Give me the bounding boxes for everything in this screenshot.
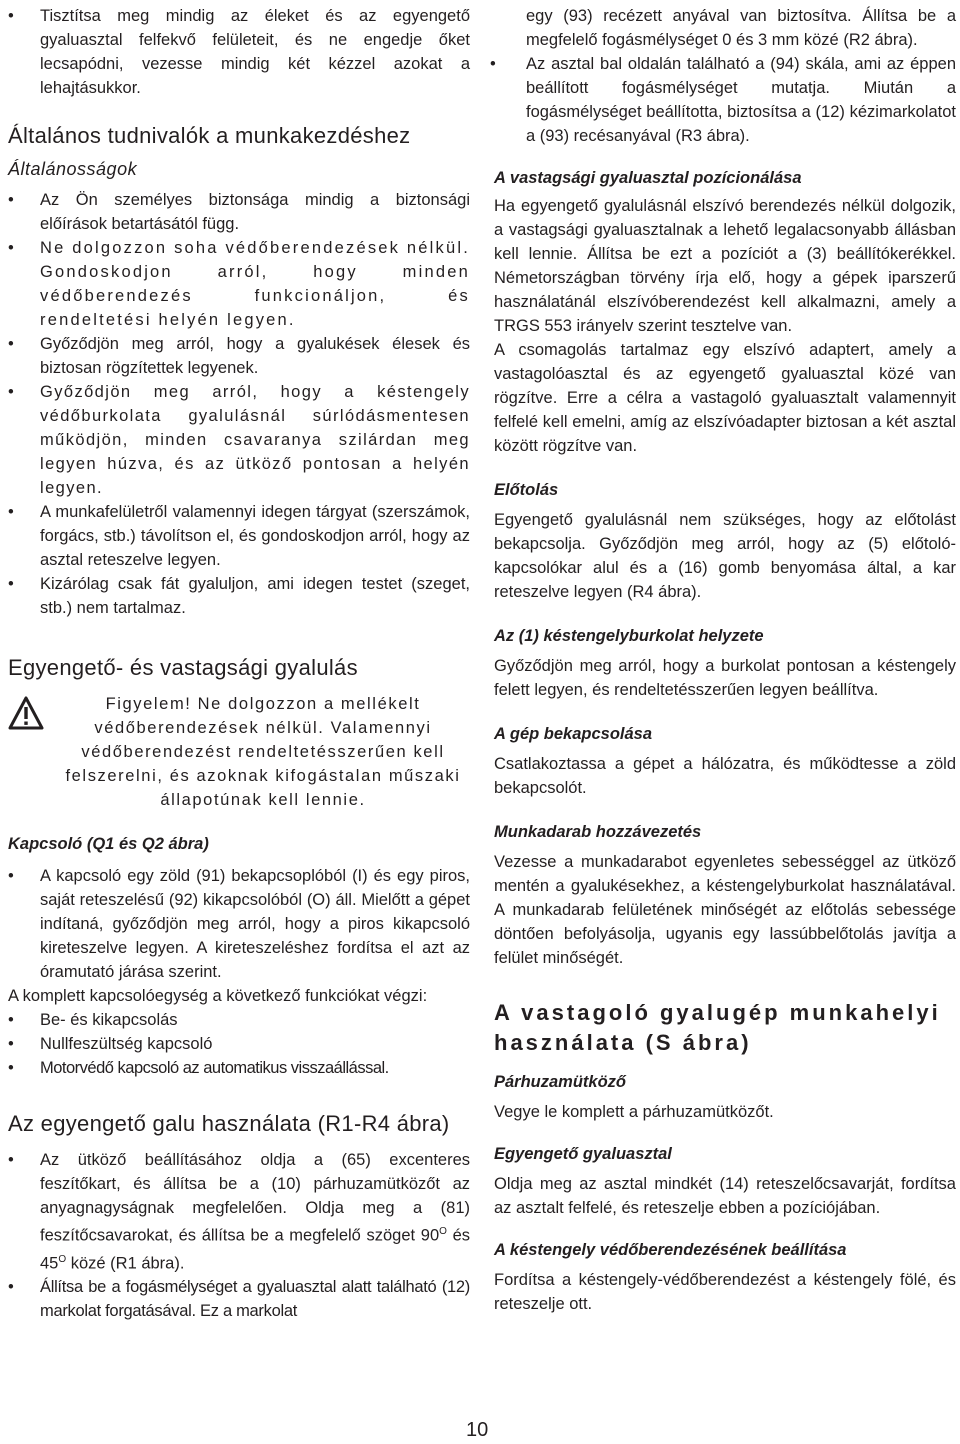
list-item: • Győződjön meg arról, hogy a késtengely védőburkolata gyalulásnál súrlódásmentesen működjön, minden csavaranya szilárdan meg legyen húzva, és az ütköző pontosan a helyén legyen. [8, 380, 470, 500]
list-item: • Az ütköző beállításához oldja a (65) excenteres feszítőkart, és állítsa be a (10) párhuzamütközőt az anyagnagyságnak megfelelően. Oldja meg a (81) feszítőcsavarokat, és állítsa be a megfelelő szöget $90^O$ és $45^O$ közé (R1 ábra). [8, 1148, 470, 1275]
right-column [494, 0, 956, 1316]
list-item-continued: • egy (93) recézett anyával van biztosítva. Állítsa be a megfelelő fogásmélységet 0 és 3 mm közé (R2 ábra). [490, 4, 956, 52]
paragraph: Fordítsa a késtengely-védőberendezést a késtengely fölé, és reteszelje ott. [494, 1271, 956, 1313]
degree-sign: O [439, 1226, 447, 1237]
list-item: • Nullfeszültség kapcsoló [8, 1032, 470, 1056]
list-item: • Tisztítsa meg mindig az éleket és az egyengető gyaluasztal felfekvő felületeit, és ne engedje őket lecsapódni, vezesse mindig két kézzel azokat a lehajtásukkor. [8, 4, 470, 100]
left-column [8, 0, 470, 1323]
subheading-thickness: A vastagsági gyaluasztal pozícionálása [494, 169, 802, 187]
paragraph: Csatlakoztassa a gépet a hálózatra, és működtesse a zöld bekapcsolót. [494, 755, 956, 797]
warning-icon [8, 696, 44, 730]
paragraph: Ha egyengető gyalulásnál elszívó berendezés nélkül dolgozik, a vastagsági gyaluasztalnak a lehető legalacsonyabb állásban kell lennie. Állítsa be ezt a pozíciót a (3) beállítókerékkel. Németországban törvény írja elő, hogy a gépek iparszerű használatánál elszívóberendezést kell alkalmazni, amely a TRGS 553 irányelv szerint tesztelve van. [494, 197, 956, 335]
section-heading-general: Általános tudnivalók a munkakezdéshez [8, 123, 411, 148]
paragraph: A csomagolás tartalmaz egy elszívó adaptert, amely a vastagolóasztal és az egyengető gyaluasztal közé van rögzítve. Erre a célra a vastagoló gyaluasztalt valamennyit felfelé kell emelni, amíg az elszívóadapter biztosan a két asztal között rögzítve van. [494, 341, 956, 455]
warning-block [8, 692, 470, 812]
subheading-switch-on: A gép bekapcsolása [494, 725, 653, 743]
list-item: • Az asztal bal oldalán található a (94) skála, ami az éppen beállított fogásmélységet mutatja. Miután a fogásmélységet beállította, biztosítsa a (12) kézimarkolatot a (93) recésanyával (R3 ábra). [490, 52, 956, 148]
page-number: 10 [466, 1419, 489, 1441]
subheading-cover: Az (1) késtengelyburkolat helyzete [494, 627, 764, 645]
list-item: • Az Ön személyes biztonsága mindig a biztonsági előírások betartásától függ. [8, 188, 470, 236]
list-item: • Ne dolgozzon soha védőberendezések nélkül. Gondoskodjon arról, hogy minden védőberendezés funkcionáljon, és rendeltetési helyén legyen. [8, 236, 470, 332]
list-item: • A munkafelületről valamennyi idegen tárgyat (szerszámok, forgács, stb.) távolítson el, és gondoskodjon arról, hogy az asztal reteszelve legyen. [8, 500, 470, 572]
subheading-workpiece: Munkadarab hozzávezetés [494, 823, 702, 841]
section-heading-usage: Az egyengető galu használata (R1-R4 ábra) [8, 1111, 450, 1136]
subheading-jointer-table: Egyengető gyaluasztal [494, 1145, 672, 1163]
list-item: • A kapcsoló egy zöld (91) bekapcsoplóból (I) és egy piros, saját reteszelésű (92) kikapcsolóból (O) áll. Mielőtt a gépet indítaná, győződjön meg arról, hogy a piros kikapcsoló kireteszelve legyen. A kireteszeléshez fordítsa el azt az óramutató járása szerint. [8, 864, 470, 984]
subheading-guard: A késtengely védőberendezésének beállítása [494, 1241, 847, 1259]
subheading-parallel: Párhuzamütköző [494, 1073, 627, 1091]
section-heading-planing: Egyengető- és vastagsági gyalulás [8, 655, 358, 680]
subheading-feed: Előtolás [494, 481, 559, 499]
list-item: • Győződjön meg arról, hogy a gyalukések élesek és biztosan rögzítettek legyenek. [8, 332, 470, 380]
list-item: • Be- és kikapcsolás [8, 1008, 470, 1032]
section-heading-thickness-usage: A vastagoló gyalugép munkahelyi használata (S ábra) [494, 1000, 941, 1055]
paragraph: Vezesse a munkadarabot egyenletes sebességgel az ütköző mentén a gyalukésekhez, a késtengelyburkolat használatával. A munkadarab felületének minőségét az előtolás sebessége döntően befolyásolja, ugyanis egy lassúbbelőtolás javítja a felület minőségét. [494, 853, 956, 967]
paragraph: Oldja meg az asztal mindkét (14) reteszelőcsavarját, fordítsa az asztalt felfelé, és reteszelje ebben a pozíciójában. [494, 1175, 956, 1217]
list-item: • Motorvédő kapcsoló az automatikus visszaállással. [8, 1056, 470, 1080]
warning-text: Figyelem! Ne dolgozzon a mellékelt védőberendezések nélkül. Valamennyi védőberendezést rendeltetésszerűen kell felszerelni, és azoknak kifogástalan műszaki állapotúnak kell lennie. [65, 695, 461, 809]
paragraph: Győződjön meg arról, hogy a burkolat pontosan a késtengely felett legyen, és rendeltetésszerűen legyen beállítva. [494, 657, 956, 699]
degree-sign: O [58, 1253, 67, 1265]
paragraph: Egyengető gyalulásnál nem szükséges, hogy az előtolást bekapcsolja. Győződjön meg arról, hogy az (5) előtoló-kapcsolókar alul és a (16) gomb benyomása által, a kar reteszelve legyen (R4 ábra). [494, 511, 956, 601]
list-item: • Kizárólag csak fát gyaluljon, ami idegen testet (szeget, stb.) nem tartalmaz. [8, 572, 470, 620]
list-item: • Állítsa be a fogásmélységet a gyaluasztal alatt található (12) markolat forgatásával. Ez a markolat [8, 1275, 470, 1323]
subheading-switch: Kapcsoló (Q1 és Q2 ábra) [8, 835, 209, 853]
subheading-general: Általánosságok [8, 159, 138, 179]
paragraph: A komplett kapcsolóegység a következő funkciókat végzi: [8, 987, 428, 1005]
paragraph: Vegye le komplett a párhuzamütközőt. [494, 1103, 774, 1121]
